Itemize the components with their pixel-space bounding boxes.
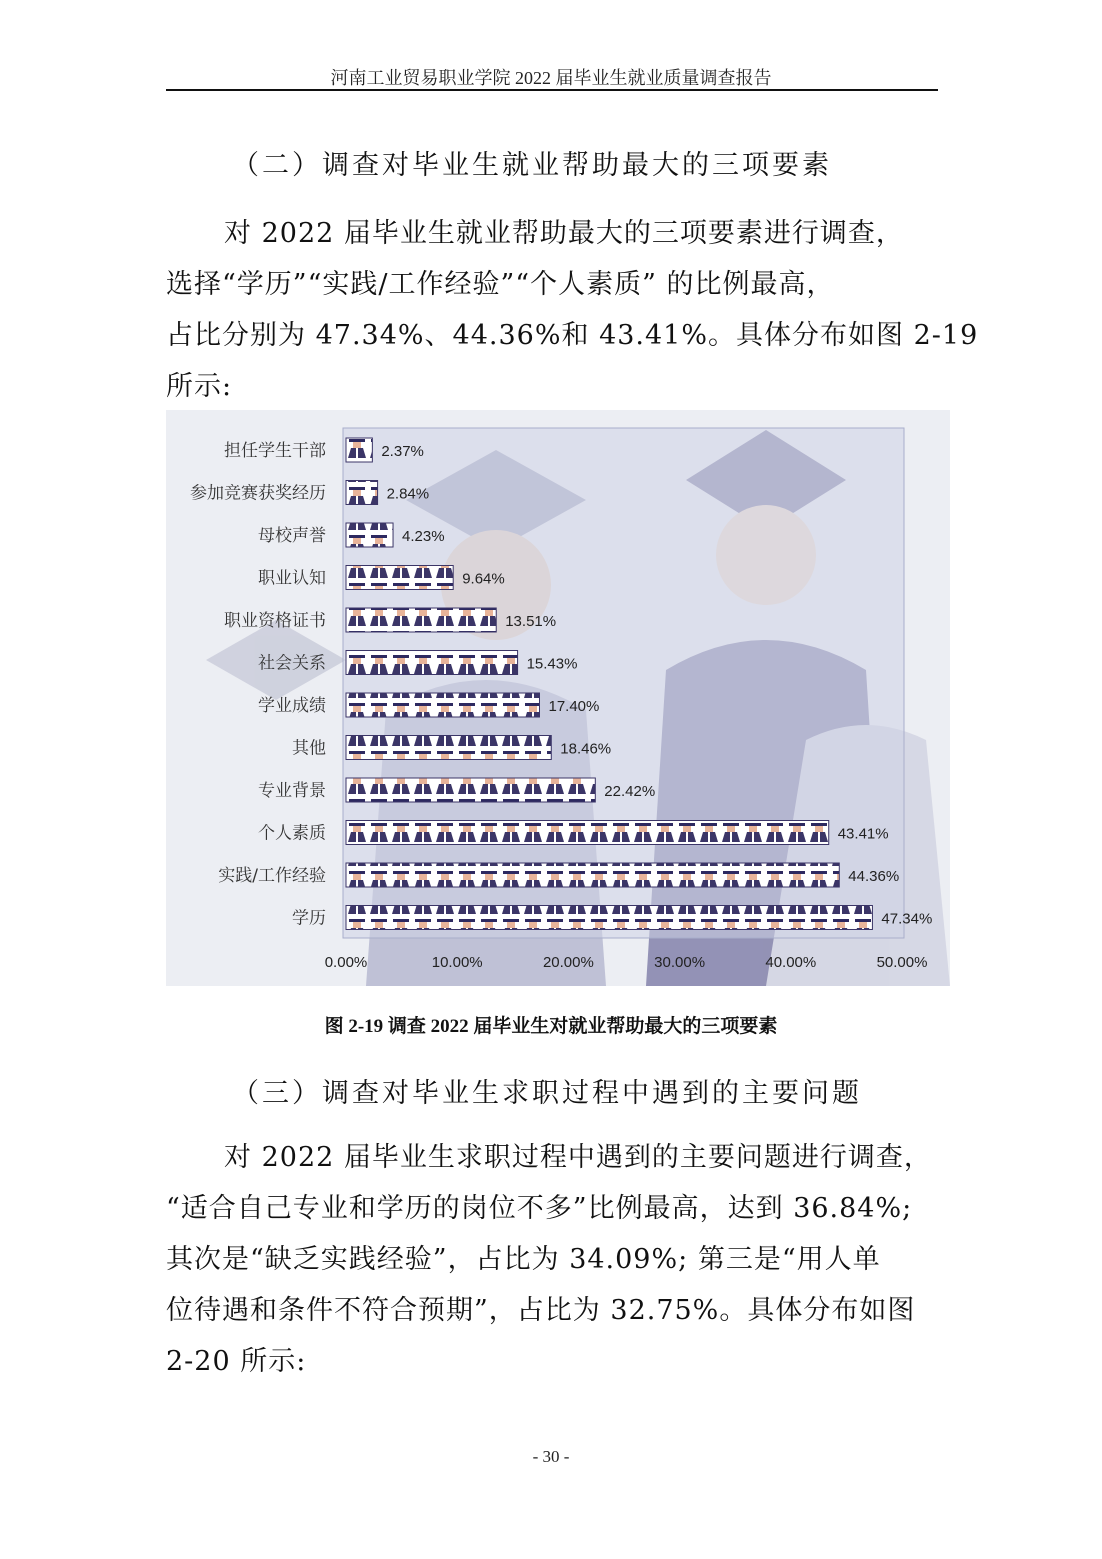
category-label: 社会关系 [258, 653, 326, 674]
bar [346, 736, 551, 760]
paragraph-line: 其次是“缺乏实践经验”，占比为 34.09%; 第三是“用人单 [166, 1244, 881, 1275]
bar [346, 778, 595, 802]
category-label: 职业认知 [258, 568, 326, 589]
x-tick-label: 50.00% [876, 954, 928, 971]
x-tick-label: 30.00% [654, 954, 706, 971]
x-tick-label: 0.00% [324, 954, 368, 971]
category-label: 专业背景 [258, 781, 326, 801]
bar [346, 438, 372, 462]
bar [346, 863, 839, 887]
bar [346, 523, 393, 547]
data-label: 15.43% [526, 655, 578, 673]
factors-bar-chart [166, 410, 950, 986]
bar [346, 821, 829, 845]
bar [346, 906, 872, 930]
section-3-paragraph [166, 1132, 938, 1387]
paragraph-line: 占比分别为 47.34%、44.36%和 43.41%。具体分布如图 2-19 [166, 320, 979, 351]
bar [346, 481, 378, 505]
category-label: 学历 [292, 908, 326, 929]
data-label: 18.46% [560, 740, 612, 758]
header-rule [166, 89, 938, 91]
figure-caption: 图 2-19 调查 2022 届毕业生对就业帮助最大的三项要素 [324, 1016, 778, 1037]
data-label: 44.36% [848, 868, 900, 885]
x-tick-label: 20.00% [542, 954, 594, 971]
category-label: 个人素质 [258, 823, 326, 844]
category-label: 担任学生干部 [224, 441, 326, 461]
category-label: 参加竞赛获奖经历 [190, 483, 326, 504]
report-header: 河南工业贸易职业学院 2022 届毕业生就业质量调查报告 [330, 68, 772, 88]
paragraph-line: 位待遇和条件不符合预期”，占比为 32.75%。具体分布如图 [166, 1295, 916, 1326]
data-label: 43.41% [837, 825, 889, 843]
category-label: 学业成绩 [258, 696, 326, 716]
data-label: 2.37% [381, 443, 424, 460]
paragraph-line: 选择“学历”“实践/工作经验”“个人素质” 的比例最高， [166, 269, 835, 300]
data-label: 22.42% [604, 783, 656, 800]
paragraph-line: “适合自己专业和学历的岗位不多”比例最高，达到 36.84%; [166, 1193, 913, 1224]
paragraph-line: 对 2022 届毕业生就业帮助最大的三项要素进行调查， [224, 218, 904, 249]
paragraph-line: 对 2022 届毕业生求职过程中遇到的主要问题进行调查， [224, 1142, 932, 1173]
data-label: 4.23% [402, 528, 445, 545]
category-label: 其他 [292, 738, 326, 759]
section-2-paragraph [166, 208, 979, 412]
bar [346, 693, 539, 717]
paragraph-line: 所示: [166, 371, 233, 402]
paragraph-line: 2-20 所示: [166, 1346, 307, 1377]
bar [346, 566, 453, 590]
data-label: 2.84% [386, 485, 430, 503]
data-label: 13.51% [505, 613, 557, 630]
category-label: 实践/工作经验 [218, 866, 326, 886]
page-number: - 30 - [532, 1447, 570, 1466]
category-label: 母校声誉 [258, 526, 326, 546]
data-label: 47.34% [881, 910, 933, 928]
plot-area [343, 428, 904, 938]
x-tick-label: 10.00% [431, 954, 483, 971]
data-label: 9.64% [462, 570, 505, 588]
section-heading-2: （二）调查对毕业生就业帮助最大的三项要素 [232, 150, 832, 181]
bar [346, 651, 518, 675]
x-tick-label: 40.00% [765, 954, 817, 971]
bar [346, 608, 496, 632]
section-heading-3: （三）调查对毕业生求职过程中遇到的主要问题 [232, 1078, 862, 1109]
category-label: 职业资格证书 [224, 611, 326, 631]
data-label: 17.40% [548, 698, 600, 715]
